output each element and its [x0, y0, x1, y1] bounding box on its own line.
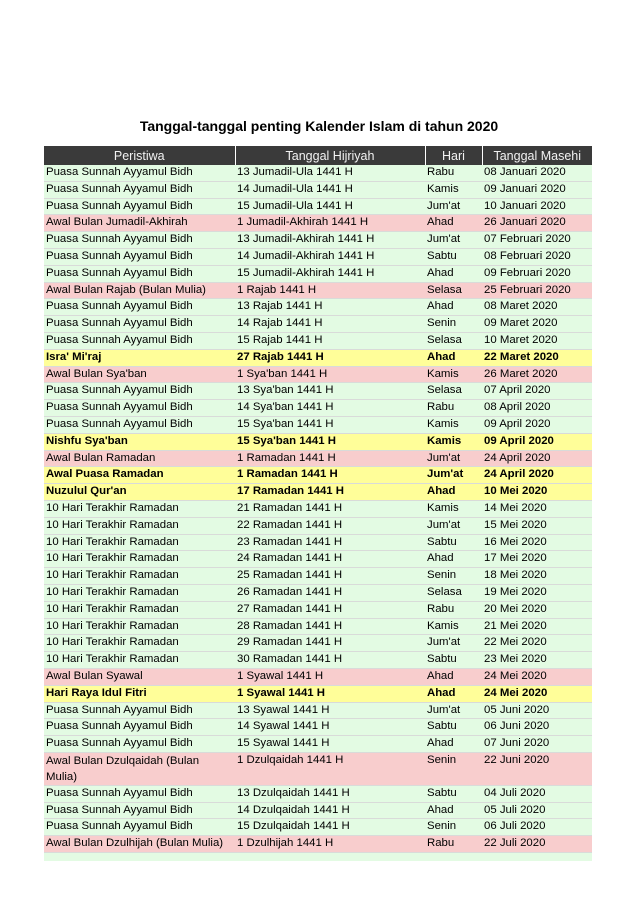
gregorian-date-cell: 25 Februari 2020 — [482, 282, 592, 299]
day-cell: Jum'at — [425, 702, 482, 719]
table-row — [44, 248, 592, 265]
gregorian-date-cell: 17 Mei 2020 — [482, 551, 592, 568]
event-cell: Puasa Sunnah Ayyamul Bidh — [44, 383, 235, 400]
hijri-date-cell: 13 Rajab 1441 H — [235, 299, 425, 316]
hijri-date-cell: 26 Ramadan 1441 H — [235, 584, 425, 601]
event-cell: Puasa Sunnah Ayyamul Bidh — [44, 248, 235, 265]
day-cell: Ahad — [425, 215, 482, 232]
empty-cell — [44, 853, 235, 862]
column-header-hari: Hari — [425, 146, 482, 165]
gregorian-date-cell: 09 Januari 2020 — [482, 181, 592, 198]
hijri-date-cell: 1 Rajab 1441 H — [235, 282, 425, 299]
hijri-date-cell: 17 Ramadan 1441 H — [235, 484, 425, 501]
table-row — [44, 517, 592, 534]
hijri-date-cell: 23 Ramadan 1441 H — [235, 534, 425, 551]
event-cell: 10 Hari Terakhir Ramadan — [44, 584, 235, 601]
table-row — [44, 433, 592, 450]
day-cell: Jum'at — [425, 198, 482, 215]
hijri-date-cell: 1 Ramadan 1441 H — [235, 450, 425, 467]
event-cell: Awal Bulan Syawal — [44, 668, 235, 685]
table-row — [44, 165, 592, 181]
day-cell: Senin — [425, 819, 482, 836]
day-cell: Sabtu — [425, 534, 482, 551]
event-cell: 10 Hari Terakhir Ramadan — [44, 652, 235, 669]
gregorian-date-cell: 08 Januari 2020 — [482, 165, 592, 181]
table-row — [44, 349, 592, 366]
event-cell: 10 Hari Terakhir Ramadan — [44, 618, 235, 635]
event-cell: Puasa Sunnah Ayyamul Bidh — [44, 265, 235, 282]
gregorian-date-cell: 23 Mei 2020 — [482, 652, 592, 669]
table-row — [44, 366, 592, 383]
event-cell: Puasa Sunnah Ayyamul Bidh — [44, 736, 235, 753]
day-cell: Ahad — [425, 736, 482, 753]
gregorian-date-cell: 16 Mei 2020 — [482, 534, 592, 551]
hijri-date-cell: 27 Rajab 1441 H — [235, 349, 425, 366]
hijri-date-cell: 1 Dzulqaidah 1441 H — [235, 752, 425, 785]
hijri-date-cell: 1 Jumadil-Akhirah 1441 H — [235, 215, 425, 232]
hijri-date-cell: 14 Sya'ban 1441 H — [235, 400, 425, 417]
hijri-date-cell: 14 Jumadil-Akhirah 1441 H — [235, 248, 425, 265]
gregorian-date-cell: 06 Juni 2020 — [482, 719, 592, 736]
table-row — [44, 282, 592, 299]
day-cell: Selasa — [425, 332, 482, 349]
event-cell: Puasa Sunnah Ayyamul Bidh — [44, 802, 235, 819]
table-row — [44, 416, 592, 433]
gregorian-date-cell: 05 Juli 2020 — [482, 802, 592, 819]
table-row — [44, 551, 592, 568]
empty-cell — [482, 853, 592, 862]
table-row — [44, 467, 592, 484]
hijri-date-cell: 13 Jumadil-Ula 1441 H — [235, 165, 425, 181]
table-body — [44, 165, 592, 861]
hijri-date-cell: 13 Jumadil-Akhirah 1441 H — [235, 232, 425, 249]
gregorian-date-cell: 09 April 2020 — [482, 416, 592, 433]
day-cell: Jum'at — [425, 517, 482, 534]
table-row — [44, 802, 592, 819]
hijri-date-cell: 14 Rajab 1441 H — [235, 316, 425, 333]
gregorian-date-cell: 06 Juli 2020 — [482, 819, 592, 836]
table-row — [44, 534, 592, 551]
table-row — [44, 181, 592, 198]
event-cell: Puasa Sunnah Ayyamul Bidh — [44, 181, 235, 198]
gregorian-date-cell: 10 Maret 2020 — [482, 332, 592, 349]
gregorian-date-cell: 09 April 2020 — [482, 433, 592, 450]
hijri-date-cell: 21 Ramadan 1441 H — [235, 500, 425, 517]
event-cell: Puasa Sunnah Ayyamul Bidh — [44, 299, 235, 316]
day-cell: Jum'at — [425, 232, 482, 249]
column-header-tanggal-hijriyah: Tanggal Hijriyah — [235, 146, 425, 165]
event-cell: Awal Bulan Dzulhijah (Bulan Mulia) — [44, 836, 235, 853]
day-cell: Ahad — [425, 349, 482, 366]
calendar-table — [44, 146, 592, 861]
hijri-date-cell: 25 Ramadan 1441 H — [235, 568, 425, 585]
table-row — [44, 668, 592, 685]
day-cell: Senin — [425, 568, 482, 585]
gregorian-date-cell: 24 April 2020 — [482, 450, 592, 467]
event-cell: Puasa Sunnah Ayyamul Bidh — [44, 165, 235, 181]
table-row — [44, 568, 592, 585]
gregorian-date-cell: 09 Maret 2020 — [482, 316, 592, 333]
column-header-tanggal-masehi: Tanggal Masehi — [482, 146, 592, 165]
hijri-date-cell: 30 Ramadan 1441 H — [235, 652, 425, 669]
gregorian-date-cell: 22 Juni 2020 — [482, 752, 592, 785]
hijri-date-cell: 13 Syawal 1441 H — [235, 702, 425, 719]
event-cell: Awal Puasa Ramadan — [44, 467, 235, 484]
gregorian-date-cell: 21 Mei 2020 — [482, 618, 592, 635]
event-cell: Awal Bulan Sya'ban — [44, 366, 235, 383]
hijri-date-cell: 28 Ramadan 1441 H — [235, 618, 425, 635]
hijri-date-cell: 1 Sya'ban 1441 H — [235, 366, 425, 383]
day-cell: Ahad — [425, 299, 482, 316]
gregorian-date-cell: 22 Maret 2020 — [482, 349, 592, 366]
table-row — [44, 702, 592, 719]
table-row — [44, 819, 592, 836]
hijri-date-cell: 14 Dzulqaidah 1441 H — [235, 802, 425, 819]
hijri-date-cell: 14 Jumadil-Ula 1441 H — [235, 181, 425, 198]
day-cell: Jum'at — [425, 635, 482, 652]
gregorian-date-cell: 07 Juni 2020 — [482, 736, 592, 753]
day-cell: Selasa — [425, 282, 482, 299]
table-row — [44, 232, 592, 249]
event-cell: 10 Hari Terakhir Ramadan — [44, 534, 235, 551]
day-cell: Kamis — [425, 366, 482, 383]
gregorian-date-cell: 10 Mei 2020 — [482, 484, 592, 501]
gregorian-date-cell: 08 April 2020 — [482, 400, 592, 417]
hijri-date-cell: 22 Ramadan 1441 H — [235, 517, 425, 534]
table-row — [44, 500, 592, 517]
event-cell: Puasa Sunnah Ayyamul Bidh — [44, 819, 235, 836]
gregorian-date-cell: 24 April 2020 — [482, 467, 592, 484]
event-cell: Puasa Sunnah Ayyamul Bidh — [44, 785, 235, 802]
day-cell: Rabu — [425, 836, 482, 853]
table-row — [44, 836, 592, 853]
gregorian-date-cell: 24 Mei 2020 — [482, 668, 592, 685]
event-cell: Awal Bulan Jumadil-Akhirah — [44, 215, 235, 232]
day-cell: Rabu — [425, 601, 482, 618]
table-row — [44, 618, 592, 635]
event-cell: Puasa Sunnah Ayyamul Bidh — [44, 332, 235, 349]
header-row — [44, 146, 592, 165]
gregorian-date-cell: 22 Mei 2020 — [482, 635, 592, 652]
gregorian-date-cell: 18 Mei 2020 — [482, 568, 592, 585]
table-row — [44, 685, 592, 702]
event-cell: Awal Bulan Ramadan — [44, 450, 235, 467]
day-cell: Selasa — [425, 584, 482, 601]
gregorian-date-cell: 05 Juni 2020 — [482, 702, 592, 719]
table-row — [44, 265, 592, 282]
event-cell: Hari Raya Idul Fitri — [44, 685, 235, 702]
day-cell: Ahad — [425, 685, 482, 702]
hijri-date-cell: 1 Syawal 1441 H — [235, 685, 425, 702]
gregorian-date-cell: 07 April 2020 — [482, 383, 592, 400]
hijri-date-cell: 15 Rajab 1441 H — [235, 332, 425, 349]
column-header-peristiwa: Peristiwa — [44, 146, 235, 165]
event-cell: 10 Hari Terakhir Ramadan — [44, 601, 235, 618]
hijri-date-cell: 15 Jumadil-Akhirah 1441 H — [235, 265, 425, 282]
table-row — [44, 584, 592, 601]
day-cell: Ahad — [425, 802, 482, 819]
hijri-date-cell: 13 Sya'ban 1441 H — [235, 383, 425, 400]
event-cell: 10 Hari Terakhir Ramadan — [44, 635, 235, 652]
hijri-date-cell: 15 Sya'ban 1441 H — [235, 416, 425, 433]
event-cell: Puasa Sunnah Ayyamul Bidh — [44, 719, 235, 736]
event-cell: Puasa Sunnah Ayyamul Bidh — [44, 198, 235, 215]
table-row — [44, 450, 592, 467]
gregorian-date-cell: 22 Juli 2020 — [482, 836, 592, 853]
table-row — [44, 316, 592, 333]
event-cell: 10 Hari Terakhir Ramadan — [44, 500, 235, 517]
table-footer-spacer — [44, 853, 592, 862]
event-cell: 10 Hari Terakhir Ramadan — [44, 551, 235, 568]
event-cell: Awal Bulan Rajab (Bulan Mulia) — [44, 282, 235, 299]
day-cell: Kamis — [425, 416, 482, 433]
event-cell: Awal Bulan Dzulqaidah (Bulan Mulia) — [44, 752, 235, 785]
day-cell: Jum'at — [425, 467, 482, 484]
table-row — [44, 332, 592, 349]
gregorian-date-cell: 04 Juli 2020 — [482, 785, 592, 802]
event-cell: Puasa Sunnah Ayyamul Bidh — [44, 400, 235, 417]
hijri-date-cell: 24 Ramadan 1441 H — [235, 551, 425, 568]
table-row — [44, 785, 592, 802]
table-row — [44, 752, 592, 785]
event-cell: Nishfu Sya'ban — [44, 433, 235, 450]
day-cell: Kamis — [425, 181, 482, 198]
gregorian-date-cell: 26 Maret 2020 — [482, 366, 592, 383]
day-cell: Ahad — [425, 551, 482, 568]
day-cell: Kamis — [425, 618, 482, 635]
day-cell: Sabtu — [425, 248, 482, 265]
day-cell: Sabtu — [425, 785, 482, 802]
table-row — [44, 719, 592, 736]
gregorian-date-cell: 15 Mei 2020 — [482, 517, 592, 534]
event-cell: 10 Hari Terakhir Ramadan — [44, 568, 235, 585]
day-cell: Rabu — [425, 165, 482, 181]
day-cell: Ahad — [425, 265, 482, 282]
hijri-date-cell: 15 Syawal 1441 H — [235, 736, 425, 753]
table-row — [44, 400, 592, 417]
event-cell: Puasa Sunnah Ayyamul Bidh — [44, 702, 235, 719]
gregorian-date-cell: 08 Februari 2020 — [482, 248, 592, 265]
day-cell: Sabtu — [425, 719, 482, 736]
day-cell: Senin — [425, 752, 482, 785]
gregorian-date-cell: 10 Januari 2020 — [482, 198, 592, 215]
page-title: Tanggal-tanggal penting Kalender Islam di tahun 2020 — [139, 118, 499, 134]
day-cell: Sabtu — [425, 652, 482, 669]
gregorian-date-cell: 14 Mei 2020 — [482, 500, 592, 517]
day-cell: Jum'at — [425, 450, 482, 467]
gregorian-date-cell: 24 Mei 2020 — [482, 685, 592, 702]
table-row — [44, 198, 592, 215]
hijri-date-cell: 1 Ramadan 1441 H — [235, 467, 425, 484]
table-row — [44, 383, 592, 400]
day-cell: Selasa — [425, 383, 482, 400]
event-cell: Puasa Sunnah Ayyamul Bidh — [44, 232, 235, 249]
hijri-date-cell: 15 Dzulqaidah 1441 H — [235, 819, 425, 836]
hijri-date-cell: 15 Jumadil-Ula 1441 H — [235, 198, 425, 215]
hijri-date-cell: 14 Syawal 1441 H — [235, 719, 425, 736]
event-cell: Nuzulul Qur'an — [44, 484, 235, 501]
event-cell: Puasa Sunnah Ayyamul Bidh — [44, 316, 235, 333]
hijri-date-cell: 1 Syawal 1441 H — [235, 668, 425, 685]
hijri-date-cell: 1 Dzulhijah 1441 H — [235, 836, 425, 853]
gregorian-date-cell: 26 Januari 2020 — [482, 215, 592, 232]
table-row — [44, 652, 592, 669]
day-cell: Senin — [425, 316, 482, 333]
table-header — [44, 146, 592, 165]
table-row — [44, 484, 592, 501]
event-cell: Puasa Sunnah Ayyamul Bidh — [44, 416, 235, 433]
gregorian-date-cell: 09 Februari 2020 — [482, 265, 592, 282]
hijri-date-cell: 15 Sya'ban 1441 H — [235, 433, 425, 450]
day-cell: Kamis — [425, 500, 482, 517]
gregorian-date-cell: 20 Mei 2020 — [482, 601, 592, 618]
empty-cell — [235, 853, 425, 862]
table-row — [44, 601, 592, 618]
table-row — [44, 736, 592, 753]
event-cell: 10 Hari Terakhir Ramadan — [44, 517, 235, 534]
hijri-date-cell: 13 Dzulqaidah 1441 H — [235, 785, 425, 802]
day-cell: Ahad — [425, 668, 482, 685]
day-cell: Kamis — [425, 433, 482, 450]
table-row — [44, 299, 592, 316]
hijri-date-cell: 27 Ramadan 1441 H — [235, 601, 425, 618]
day-cell: Rabu — [425, 400, 482, 417]
empty-cell — [425, 853, 482, 862]
gregorian-date-cell: 19 Mei 2020 — [482, 584, 592, 601]
day-cell: Ahad — [425, 484, 482, 501]
gregorian-date-cell: 07 Februari 2020 — [482, 232, 592, 249]
hijri-date-cell: 29 Ramadan 1441 H — [235, 635, 425, 652]
event-cell: Isra' Mi'raj — [44, 349, 235, 366]
table-row — [44, 635, 592, 652]
table-row — [44, 215, 592, 232]
gregorian-date-cell: 08 Maret 2020 — [482, 299, 592, 316]
